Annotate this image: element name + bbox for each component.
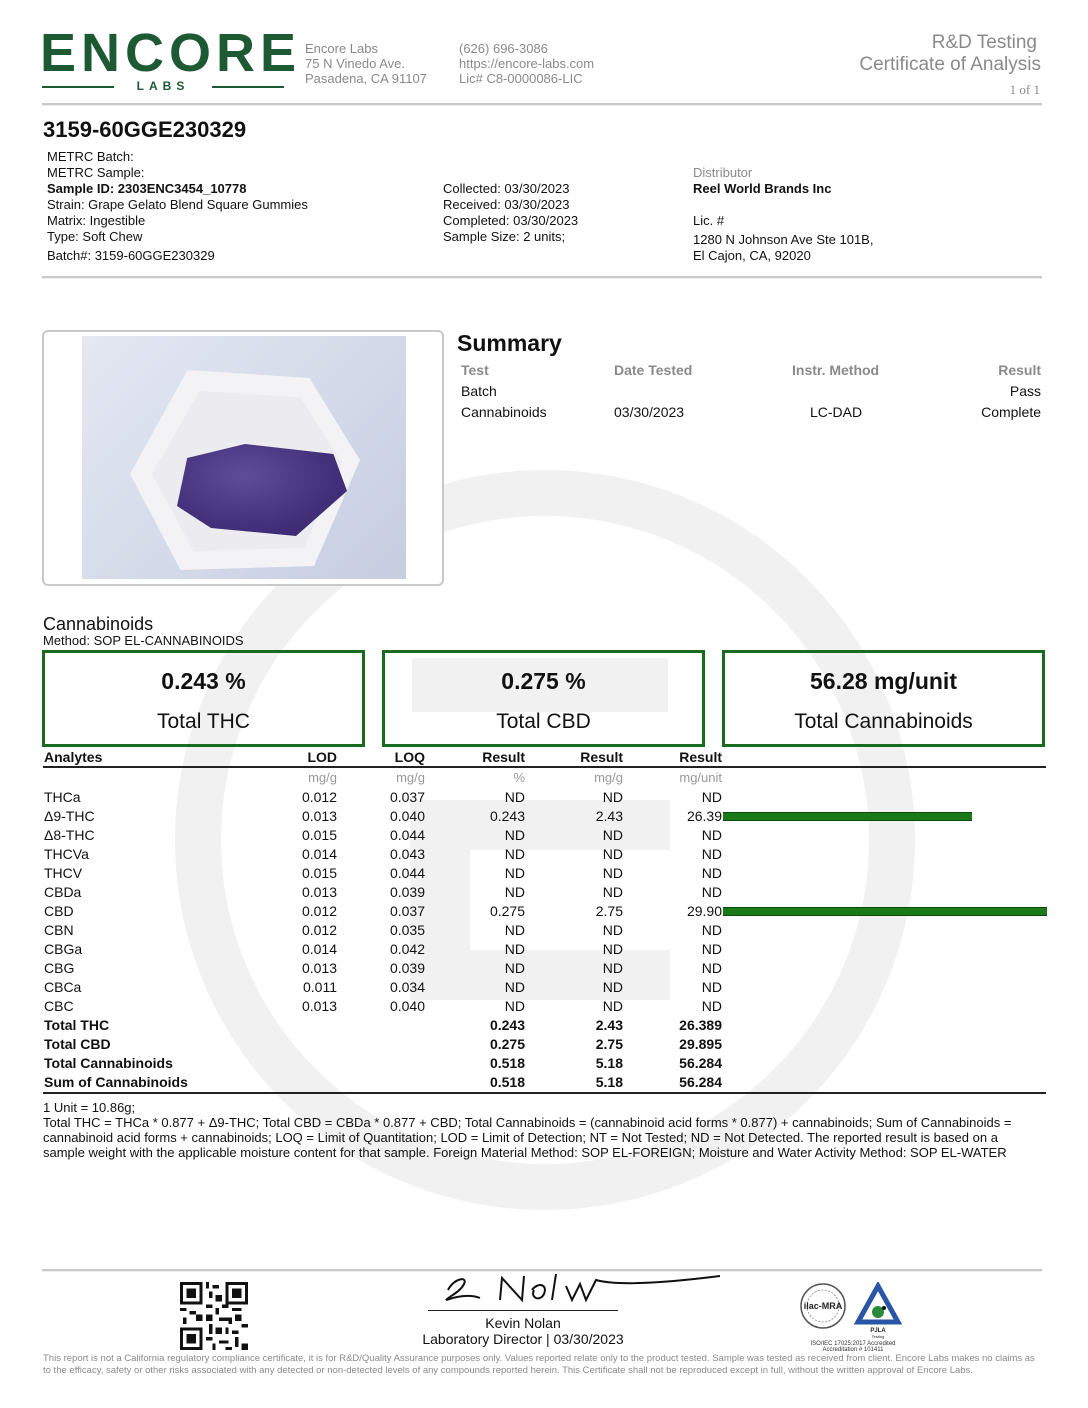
cell-r1: 0.275 [489, 1036, 525, 1052]
cell-name: Total CBD [44, 1036, 111, 1052]
cell-name: CBC [44, 998, 74, 1014]
summary-row: Batch Pass [461, 383, 1041, 399]
total-cannabinoids-box: 56.28 mg/unit Total Cannabinoids [722, 650, 1045, 747]
cell-r1: ND [504, 922, 525, 938]
cell-loq: 0.037 [389, 789, 425, 805]
result-bar [723, 812, 972, 821]
table-row [0, 903, 1088, 922]
cell-r2: 5.18 [595, 1074, 623, 1090]
total-row [0, 1055, 1088, 1074]
cell-r3: ND [701, 846, 722, 862]
cell-loq: 0.039 [389, 960, 425, 976]
cell-lod: 0.012 [301, 789, 337, 805]
table-row [0, 789, 1088, 808]
table-row [0, 865, 1088, 884]
cell-r2: ND [602, 960, 623, 976]
cell-r3: ND [701, 865, 722, 881]
notes: 1 Unit = 10.86g; Total THC = THCa * 0.877 + Δ9-THC; Total CBD = CBDa * 0.877 + CBD; Total Cannabinoids = (cannabinoid acid forms * 0.877) + cannabinoids; Sum of Cannabinoids = cannabinoid acid forms + cannabinoids; LOQ = Limit of Quantitation; LOD = Limit of Detection; NT = Not Tested; ND = Not Detected. The reported result is based on a sample weight with the applicable moisture content for that sample. Foreign Material Method: SOP EL-FOREIGN; Moisture and Water Activity Method: SOP EL-WATER [43, 1100, 1012, 1160]
table-row [0, 960, 1088, 979]
cell-r1: ND [504, 941, 525, 957]
cell-name: CBCa [44, 979, 82, 995]
cell-r2: 2.43 [595, 1017, 623, 1033]
cell-lod: 0.013 [301, 998, 337, 1014]
cell-r3: 56.284 [679, 1074, 722, 1090]
cell-r1: ND [504, 884, 525, 900]
cell-name: THCVa [44, 846, 89, 862]
cell-r2: ND [602, 827, 623, 843]
cell-lod: 0.011 [303, 979, 337, 995]
cell-loq: 0.042 [389, 941, 425, 957]
cell-loq: 0.035 [389, 922, 425, 938]
cell-r2: ND [602, 979, 623, 995]
cell-name: Total Cannabinoids [44, 1055, 173, 1071]
table-header-labels: Analytes LOD LOQ Result Result Result [44, 749, 722, 765]
cell-r1: 0.243 [489, 808, 525, 824]
cell-r3: ND [701, 827, 722, 843]
cell-loq: 0.040 [389, 808, 425, 824]
cell-loq: 0.040 [389, 998, 425, 1014]
lab-contact: (626) 696-3086 https://encore-labs.com Lic# C8-0000086-LIC [459, 41, 595, 86]
total-row [0, 1017, 1088, 1036]
cell-r1: ND [504, 846, 525, 862]
signature-line [428, 1310, 618, 1311]
cell-name: CBD [44, 903, 74, 919]
cell-r1: ND [504, 960, 525, 976]
cell-r3: ND [701, 789, 722, 805]
table-row [0, 827, 1088, 846]
cell-r3: 29.90 [686, 903, 722, 919]
cell-lod: 0.014 [301, 846, 337, 862]
table-row [0, 808, 1088, 827]
cell-r2: ND [602, 789, 623, 805]
cell-r2: ND [602, 941, 623, 957]
cell-r3: ND [701, 941, 722, 957]
page-number: 1 of 1 [1009, 82, 1040, 97]
cell-name: CBG [44, 960, 75, 976]
cell-r3: 29.895 [679, 1036, 722, 1052]
cell-r2: 2.43 [595, 808, 623, 824]
table-units-row: mg/g mg/g % mg/g mg/unit [308, 770, 722, 785]
accreditation-logos: ilac-MRA PJLA Testing ISO/IEC 17025:2017 Accredited Accreditation # 101411 [798, 1282, 908, 1353]
table-row [0, 846, 1088, 865]
svg-text:ilac-MRA: ilac-MRA [803, 1301, 843, 1311]
cell-name: Sum of Cannabinoids [44, 1074, 188, 1090]
sample-dates: Collected: 03/30/2023 Received: 03/30/2023 Completed: 03/30/2023 Sample Size: 2 units; [443, 181, 579, 244]
cell-r2: ND [602, 922, 623, 938]
table-row [0, 884, 1088, 903]
total-row [0, 1074, 1088, 1093]
table-row [0, 998, 1088, 1017]
cell-name: CBDa [44, 884, 82, 900]
cell-r1: ND [504, 789, 525, 805]
divider [42, 103, 1042, 106]
table-row [0, 922, 1088, 941]
cell-r3: ND [701, 998, 722, 1014]
sample-photo-frame [42, 330, 444, 586]
signature [440, 1270, 725, 1310]
signer-block: Kevin Nolan Laboratory Director | 03/30/2023 [422, 1315, 624, 1347]
svg-text:PJLA: PJLA [870, 1328, 886, 1334]
batch-title: 3159-60GGE230329 [43, 117, 247, 142]
cell-loq: 0.043 [389, 846, 425, 862]
svg-text:Testing: Testing [871, 1334, 885, 1339]
section-title: Cannabinoids [43, 614, 154, 634]
cell-lod: 0.013 [301, 960, 337, 976]
cell-lod: 0.012 [301, 922, 337, 938]
cell-r1: ND [504, 827, 525, 843]
divider [42, 276, 1042, 279]
cell-r2: 2.75 [595, 1036, 623, 1052]
total-cbd-box: 0.275 % Total CBD [382, 650, 705, 747]
cell-loq: 0.044 [389, 865, 425, 881]
disclaimer: This report is not a California regulatory compliance certificate, it is for R&D/Quality Assurance purposes only. Values reported relate only to the product tested. Sample was tested as received from client. Encore Labs makes no claims as to the efficacy, safety or other risks associated with any detected or non-detected levels of any compounds reported herein. This Certificate shall not be reproduced except in full, without the written approval of Encore Labs. [43, 1353, 1035, 1376]
document-type: R&D Testing Certificate of Analysis [859, 32, 1041, 75]
cell-loq: 0.039 [389, 884, 425, 900]
cell-r1: 0.275 [489, 903, 525, 919]
cell-r3: ND [701, 922, 722, 938]
qr-code-icon [180, 1282, 248, 1350]
cell-r2: ND [602, 865, 623, 881]
cell-r3: 56.284 [679, 1055, 722, 1071]
result-bar [723, 907, 1047, 916]
cell-loq: 0.037 [389, 903, 425, 919]
ilac-mra-logo-icon [798, 1282, 908, 1342]
table-row [0, 941, 1088, 960]
cell-lod: 0.012 [301, 903, 337, 919]
cell-r1: ND [504, 998, 525, 1014]
cell-r2: ND [602, 884, 623, 900]
cell-r1: ND [504, 865, 525, 881]
cell-r1: 0.243 [489, 1017, 525, 1033]
cell-name: Δ8-THC [44, 827, 95, 843]
cell-r2: ND [602, 998, 623, 1014]
summary-header: Test Date Tested Instr. Method Result [461, 362, 1041, 378]
distributor-info: Distributor Reel World Brands Inc Lic. # 1280 N Johnson Ave Ste 101B, El Cajon, CA, 92020 [693, 165, 874, 263]
cell-lod: 0.015 [301, 827, 337, 843]
cell-loq: 0.034 [389, 979, 425, 995]
cell-name: Total THC [44, 1017, 110, 1033]
cell-r3: 26.39 [686, 808, 722, 824]
sample-info: METRC Batch: METRC Sample: Sample ID: 2303ENC3454_10778 Strain: Grape Gelato Blend Square Gummies Matrix: Ingestible Type: Soft Chew Batch#: 3159-60GGE230329 [47, 149, 308, 263]
cell-lod: 0.013 [301, 884, 337, 900]
logo-subtitle: LABS [42, 79, 284, 93]
section-method: Method: SOP EL-CANNABINOIDS [43, 633, 244, 648]
summary-title: Summary [457, 330, 562, 356]
cell-r3: ND [701, 979, 722, 995]
cell-name: THCa [44, 789, 81, 805]
cell-r3: ND [701, 884, 722, 900]
cell-lod: 0.014 [301, 941, 337, 957]
cell-r1: 0.518 [489, 1074, 525, 1090]
total-thc-box: 0.243 % Total THC [42, 650, 365, 747]
cell-name: CBN [44, 922, 74, 938]
logo-wordmark: ENCORE [40, 23, 302, 83]
cell-r1: 0.518 [489, 1055, 525, 1071]
cell-r3: 26.389 [679, 1017, 722, 1033]
table-row [0, 979, 1088, 998]
cell-r3: ND [701, 960, 722, 976]
summary-row: Cannabinoids 03/30/2023 LC-DAD Complete [461, 404, 1041, 420]
cell-r2: ND [602, 846, 623, 862]
cell-name: Δ9-THC [44, 808, 95, 824]
cell-r2: 5.18 [595, 1055, 623, 1071]
cell-name: THCV [44, 865, 83, 881]
lab-address: Encore Labs 75 N Vinedo Ave. Pasadena, CA 91107 [305, 41, 427, 86]
cell-name: CBGa [44, 941, 83, 957]
total-row [0, 1036, 1088, 1055]
cell-r2: 2.75 [595, 903, 623, 919]
table-bottom-rule [43, 1092, 1046, 1094]
cell-r1: ND [504, 979, 525, 995]
cell-loq: 0.044 [389, 827, 425, 843]
cell-lod: 0.015 [301, 865, 337, 881]
cell-lod: 0.013 [301, 808, 337, 824]
sample-photo [82, 336, 406, 579]
